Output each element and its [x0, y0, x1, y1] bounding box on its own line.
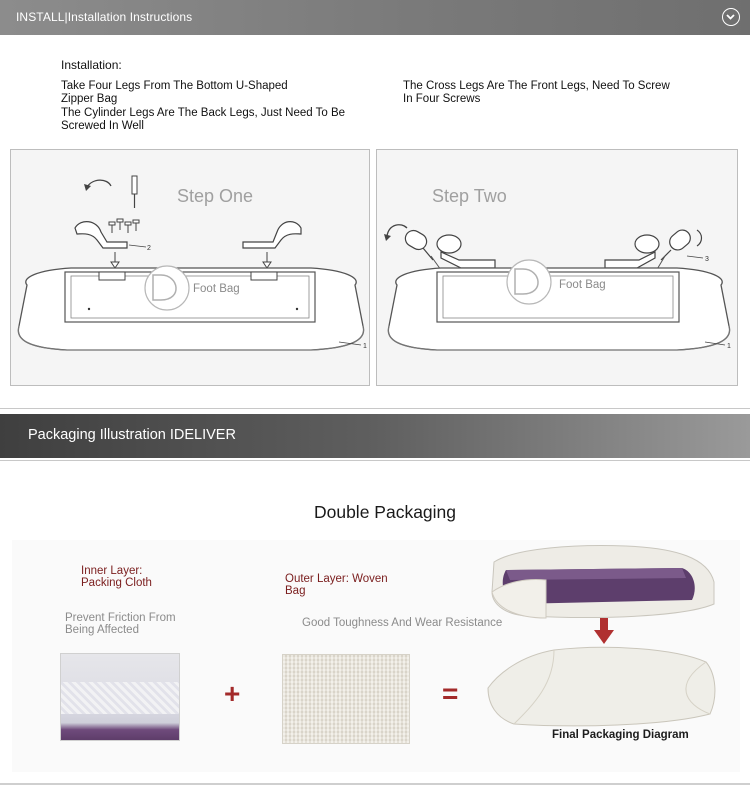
instruction-line: Zipper Bag [61, 92, 118, 105]
step-one-title: Step One [177, 186, 254, 206]
inner-layer-description [65, 612, 176, 636]
foot-bag-label: Foot Bag [193, 283, 240, 295]
woven-bag-swatch [282, 654, 410, 744]
double-packaging-heading: Double Packaging [313, 502, 457, 522]
outer-layer-label [285, 573, 388, 597]
chevron-down-icon[interactable] [722, 8, 740, 26]
divider [0, 460, 750, 461]
final-packaging-label: Final Packaging Diagram [552, 729, 689, 741]
installation-right-text [403, 80, 670, 105]
step-one-diagram [10, 149, 370, 386]
woven-texture [283, 655, 409, 743]
install-header-bar [0, 0, 750, 35]
bottom-divider [0, 783, 750, 785]
callout-3: 3 [705, 256, 709, 263]
outer-layer-line: Outer Layer: Woven [285, 573, 388, 585]
instruction-line: The Cross Legs Are The Front Legs, Need To Screw [403, 80, 670, 92]
open-package-image [486, 542, 718, 626]
inner-layer-line: Inner Layer: [81, 565, 143, 577]
callout-1: 1 [727, 343, 731, 350]
instruction-line: The Cylinder Legs Are The Back Legs, Just Need To Be [61, 107, 346, 119]
equals-symbol [442, 678, 458, 710]
inner-layer-line: Packing Cloth [81, 577, 152, 589]
step-one-illustration [11, 150, 369, 385]
step-two-title: Step Two [432, 186, 507, 206]
step-two-illustration [377, 150, 737, 385]
callout-2: 2 [147, 245, 151, 252]
inner-desc-line: Prevent Friction From [65, 612, 176, 624]
install-header-title: INSTALL|Installation Instructions [16, 10, 193, 24]
foot-bag-label: Foot Bag [559, 279, 606, 291]
callout-1: 1 [363, 343, 367, 350]
outer-layer-description: Good Toughness And Wear Resistance [302, 617, 503, 629]
divider [0, 408, 750, 409]
instruction-line: Take Four Legs From The Bottom U-Shaped [61, 80, 288, 92]
packaging-header-bar [0, 414, 750, 458]
packing-cloth-swatch [60, 653, 180, 741]
instruction-line: In Four Screws [403, 92, 481, 105]
installation-left-text [61, 80, 345, 132]
outer-layer-line: Bag [285, 585, 306, 597]
cloth-texture [61, 682, 179, 714]
instruction-line: Screwed In Well [61, 119, 144, 132]
installation-heading: Installation: [61, 58, 122, 72]
step-two-diagram [376, 149, 738, 386]
inner-desc-line: Being Affected [65, 624, 139, 636]
plus-symbol [224, 678, 240, 710]
arrow-down-icon [594, 618, 614, 646]
inner-layer-label [81, 565, 152, 589]
plus-text: + [224, 678, 241, 709]
packaging-header-title: Packaging Illustration IDELIVER [28, 427, 236, 443]
final-package-image [484, 644, 722, 730]
equals-text: = [442, 678, 459, 709]
